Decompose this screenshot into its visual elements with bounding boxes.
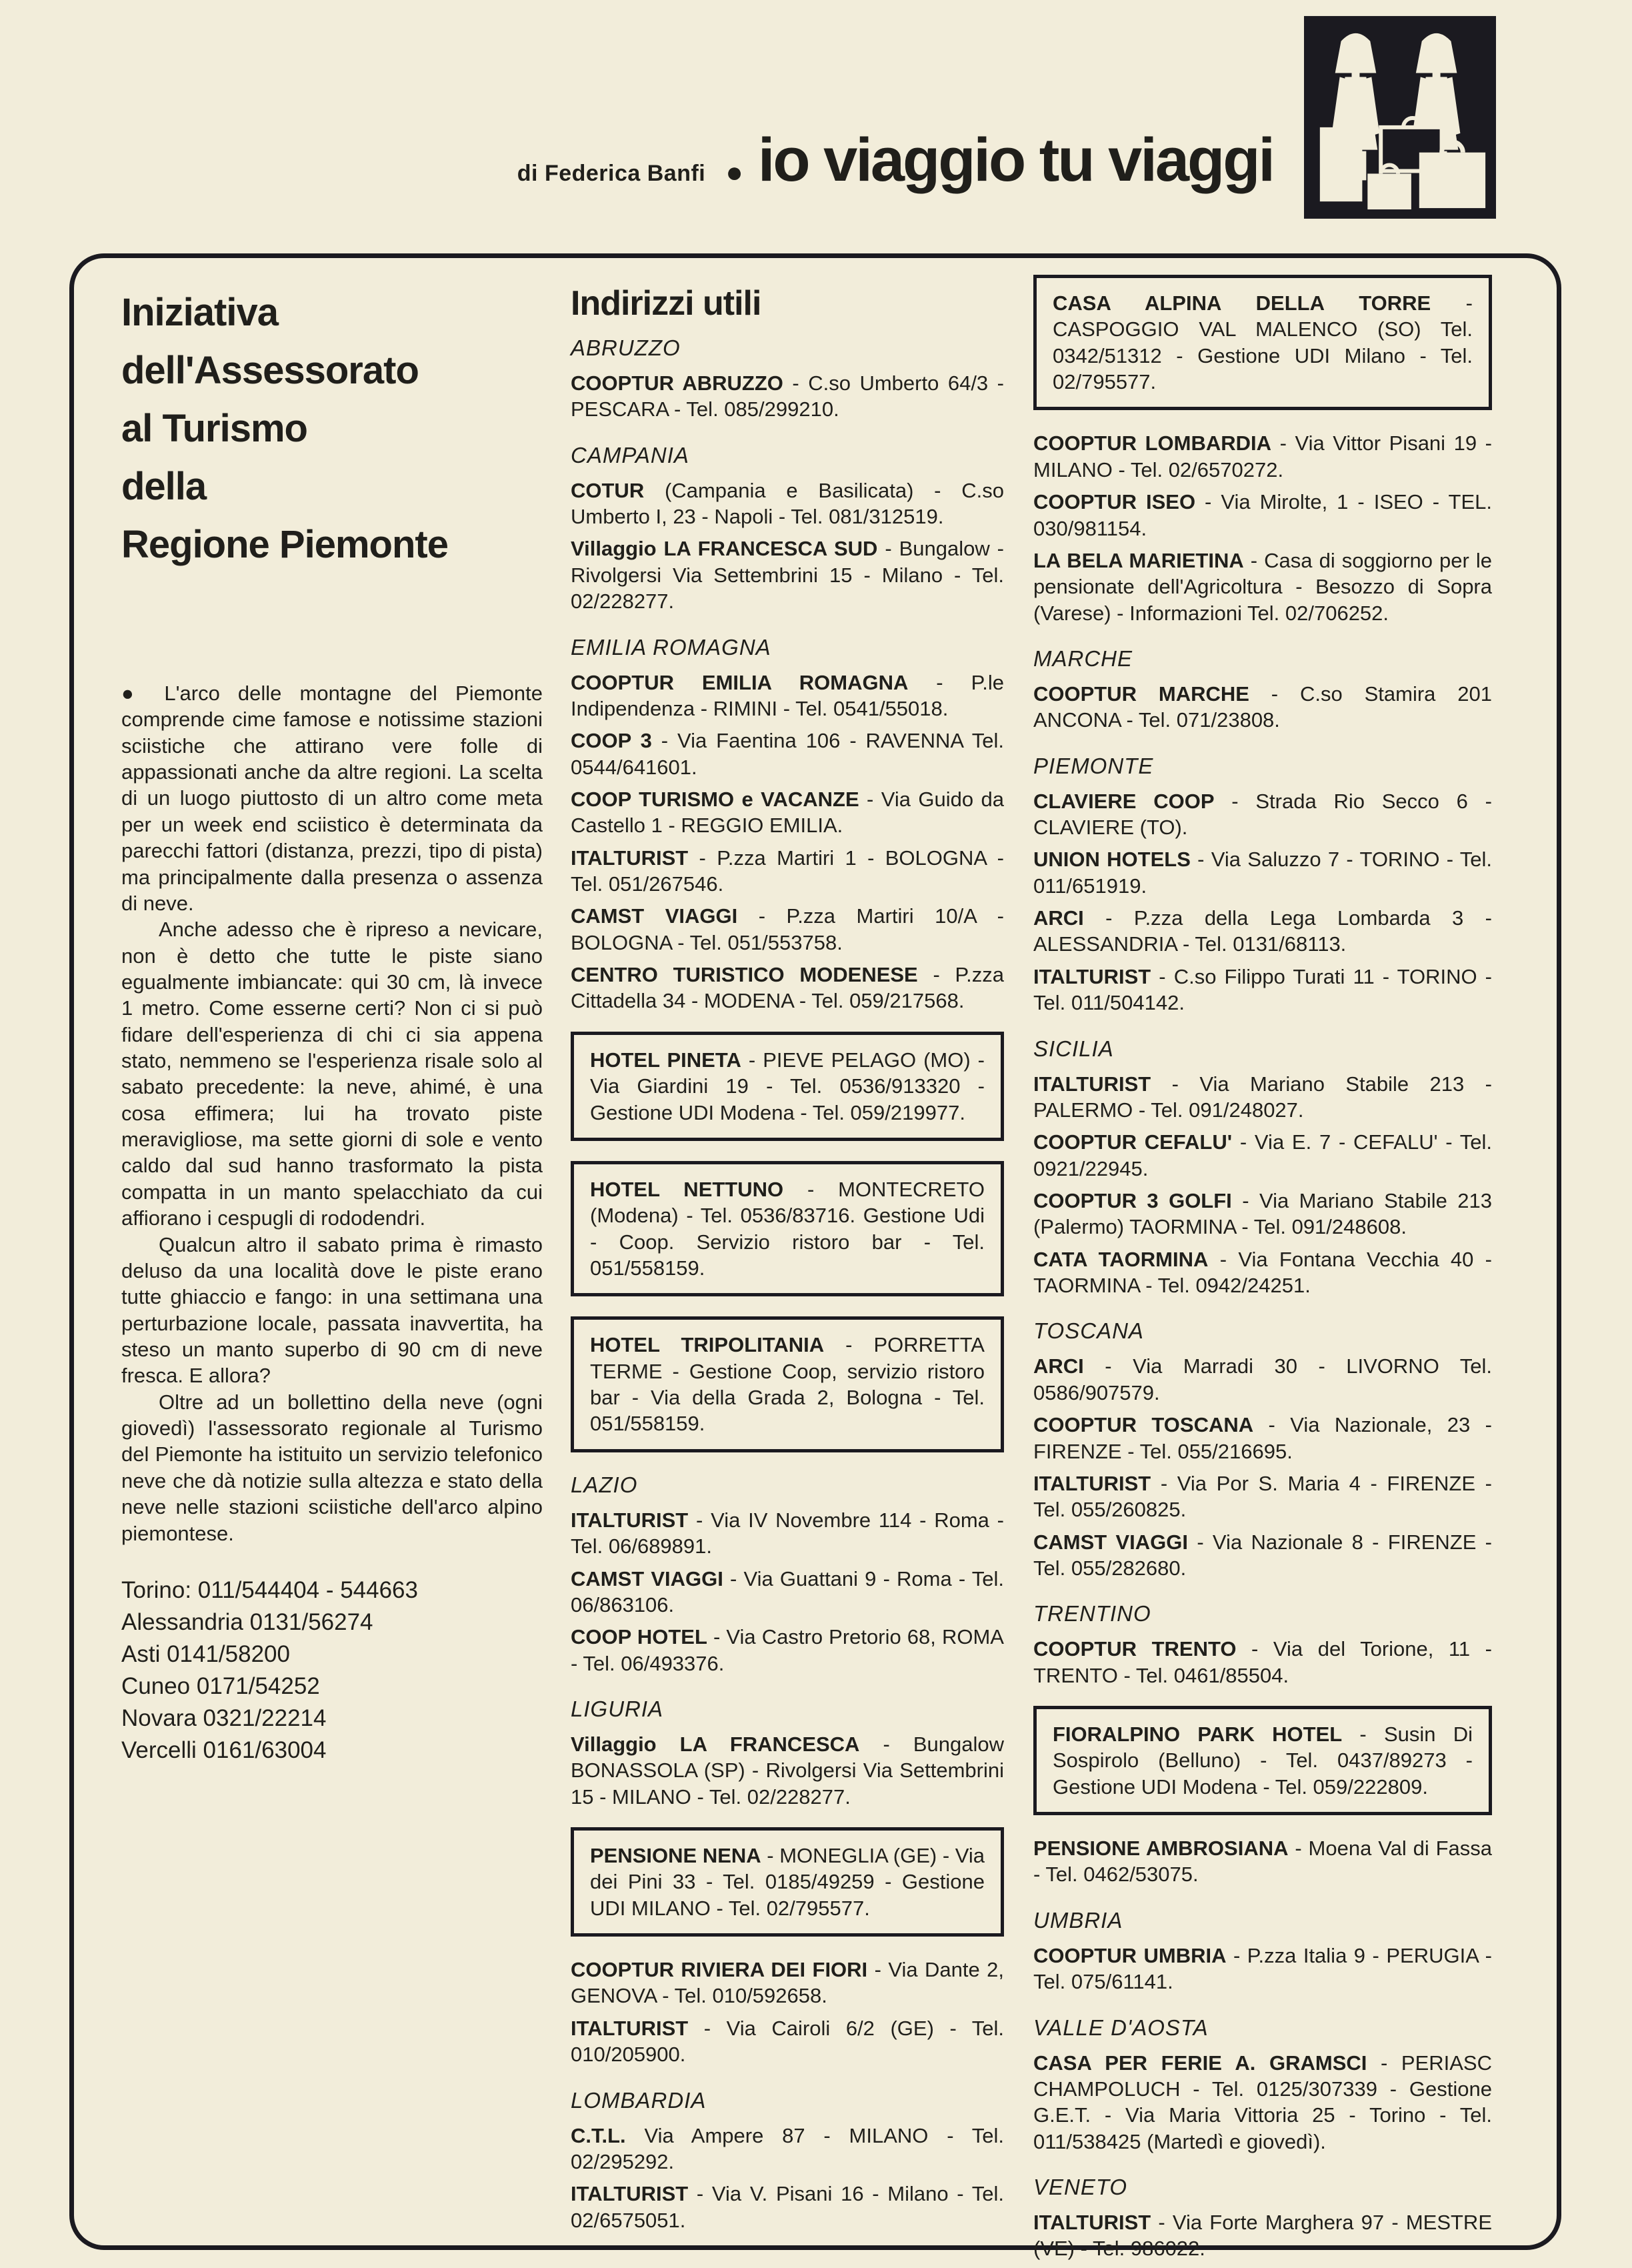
listing-details: - P.zza Italia 9 - PERUGIA - Tel. 075/61141. xyxy=(1033,1943,1492,1994)
listing xyxy=(571,2123,1004,2175)
phone-line: Torino: 011/544404 - 544663 xyxy=(121,1576,418,1603)
phone-line: Alessandria 0131/56274 xyxy=(121,1608,373,1635)
listing-name: COOP 3 xyxy=(571,729,652,753)
listing xyxy=(1033,430,1492,483)
listing-name: CASA ALPINA DELLA TORRE xyxy=(1053,291,1431,315)
region-label: VENETO xyxy=(1033,2174,1128,2199)
listing-name: CAMST VIAGGI xyxy=(571,904,738,928)
region-label: PIEMONTE xyxy=(1033,753,1154,778)
boxed-listing xyxy=(571,1032,1004,1141)
listing xyxy=(571,1507,1004,1560)
boxed-listing xyxy=(1033,275,1492,410)
listing-details: - Via Vittor Pisani 19 - MILANO - Tel. 02/6570272. xyxy=(1033,431,1492,481)
listing-details: - Via Nazionale 8 - FIRENZE - Tel. 055/282680. xyxy=(1033,1530,1492,1580)
listing-name: COOPTUR UMBRIA xyxy=(1033,1943,1227,1967)
listing-details: - Via E. 7 - CEFALU' - Tel. 0921/22945. xyxy=(1033,1130,1493,1180)
two-women-travelers-with-suitcases-icon xyxy=(1304,16,1496,219)
boxed-listing xyxy=(571,1161,1004,1296)
listing-details: (Campania e Basilicata) - C.so Umberto I, 23 - Napoli - Tel. 081/312519. xyxy=(571,478,1004,529)
region-label: LAZIO xyxy=(571,1472,638,1497)
region-label: TRENTINO xyxy=(1033,1601,1151,1626)
listing-details: - P.zza Martiri 1 - BOLOGNA - Tel. 051/267546. xyxy=(571,846,1004,896)
listing-details: - Via V. Pisani 16 - Milano - Tel. 02/6575051. xyxy=(571,2182,1004,2232)
listing xyxy=(1033,547,1492,626)
listing-name: PENSIONE AMBROSIANA xyxy=(1033,1837,1289,1861)
phone-line: Cuneo 0171/54252 xyxy=(121,1672,320,1699)
listing xyxy=(571,477,1004,530)
listing-details: - C.so Umberto 64/3 - PESCARA - Tel. 085/299210. xyxy=(571,371,1004,421)
listing-name: COOPTUR TOSCANA xyxy=(1033,1413,1254,1437)
region-label: MARCHE xyxy=(1033,646,1133,671)
listing-name: COOPTUR 3 GOLFI xyxy=(1033,1188,1232,1212)
listing-name: CAMST VIAGGI xyxy=(1033,1530,1189,1554)
listing-name: ITALTURIST xyxy=(1033,1072,1151,1096)
page-title: io viaggio tu viaggi xyxy=(757,126,1273,194)
article-column xyxy=(121,283,543,1766)
listing xyxy=(571,1731,1004,1810)
listing-name: COOPTUR ABRUZZO xyxy=(571,371,783,395)
listing-name: ARCI xyxy=(1033,1354,1084,1378)
listing-details: - Via Guido da Castello 1 - REGGIO EMILIA. xyxy=(571,787,1004,838)
listing-name: COOPTUR ISEO xyxy=(1033,490,1196,514)
listing-name: Villaggio LA FRANCESCA SUD xyxy=(571,537,878,561)
listing-details: - Via Mirolte, 1 - ISEO - TEL. 030/981154. xyxy=(1033,490,1492,540)
listing-details: - Via Faentina 106 - RAVENNA Tel. 0544/641601. xyxy=(571,729,1004,779)
listing xyxy=(1033,1246,1492,1299)
listing-name: HOTEL PINETA xyxy=(590,1048,741,1072)
listing-name: FIORALPINO PARK HOTEL xyxy=(1053,1723,1343,1747)
listing xyxy=(571,845,1004,898)
region-label: VALLE D'AOSTA xyxy=(1033,2015,1209,2040)
region-label: UMBRIA xyxy=(1033,1907,1123,1933)
listing-details: - Susin Di Sospirolo (Belluno) - Tel. 0437/89273 - Gestione UDI Modena - Tel. 059/222809. xyxy=(1053,1723,1473,1799)
listing xyxy=(1033,1129,1492,1182)
listing-details: - Via Mariano Stabile 213 - PALERMO - Tel. 091/248027. xyxy=(1033,1072,1492,1122)
article-paragraph: ● L'arco delle montagne del Piemonte comprende cime famose e notissime stazioni sciistiche che attirano vere folle di appassionati anche da altre regioni. La scelta di un luogo piuttosto di un altro come meta per un week end sciistico è determinata da parecchi fattori (distanza, prezzi, tipo di pista) ma principalmente dalla presenza o assenza di neve. xyxy=(121,682,543,915)
listing-name: COOPTUR CEFALU' xyxy=(1033,1130,1233,1154)
listing-details: - Via Marradi 30 - LIVORNO Tel. 0586/907579. xyxy=(1033,1354,1492,1404)
listing xyxy=(571,2015,1004,2068)
listing xyxy=(1033,1943,1492,1995)
listing xyxy=(1033,2050,1492,2155)
listing xyxy=(1033,1470,1492,1523)
listing-name: CATA TAORMINA xyxy=(1033,1247,1209,1271)
listing-name: COOP TURISMO e VACANZE xyxy=(571,787,859,811)
listing xyxy=(571,535,1004,614)
listing-name: HOTEL TRIPOLITANIA xyxy=(590,1333,825,1357)
listing xyxy=(1033,846,1492,899)
listing-name: COOP HOTEL xyxy=(571,1625,707,1649)
article-heading xyxy=(121,283,543,574)
listing-details: Via Ampere 87 - MILANO - Tel. 02/295292. xyxy=(571,2123,1004,2173)
directory-sections-1 xyxy=(571,335,1004,2233)
listing xyxy=(1033,1835,1492,1888)
region-label: EMILIA ROMAGNA xyxy=(571,634,771,660)
phone-line: Asti 0141/58200 xyxy=(121,1640,290,1667)
article-paragraph: Qualcun altro il sabato prima è rimasto deluso da una località dove le piste erano tutte ghiaccio e fango: in una settimana una perturbazione locale, passata inavvertita, ha steso un manto superbo di 90 cm di neve fresca. E allora? xyxy=(121,1232,543,1388)
listing-details: - Via Nazionale, 23 - FIRENZE - Tel. 055/216695. xyxy=(1033,1413,1492,1463)
listing-details: - Bungalow BONASSOLA (SP) - Rivolgersi Via Settembrini 15 - MILANO - Tel. 02/228277. xyxy=(571,1732,1004,1809)
listing xyxy=(1033,1188,1492,1240)
listing xyxy=(571,786,1004,839)
listing xyxy=(1033,2209,1492,2262)
listing-name: COOPTUR EMILIA ROMAGNA xyxy=(571,670,909,694)
region-label: LOMBARDIA xyxy=(571,2087,707,2113)
listing-details: - Via Cairoli 6/2 (GE) - Tel. 010/205900. xyxy=(571,2016,1004,2067)
listing-name: ARCI xyxy=(1033,906,1084,930)
region-label: LIGURIA xyxy=(571,1696,664,1721)
directory-column-1 xyxy=(571,283,1004,2239)
listing xyxy=(571,1566,1004,1618)
listing xyxy=(1033,1636,1492,1688)
listing-details: - MONTECRETO (Modena) - Tel. 0536/83716. Gestione Udi - Coop. Servizio ristoro bar - Tel. 051/558159. xyxy=(590,1177,985,1280)
listing xyxy=(571,2181,1004,2233)
listing-details: - PORRETTA TERME - Gestione Coop, servizio ristoro bar - Via della Grada 2, Bologna - Tel. 051/558159. xyxy=(590,1333,985,1436)
listing-name: PENSIONE NENA xyxy=(590,1844,761,1868)
listing-details: - P.zza Cittadella 34 - MODENA - Tel. 059/217568. xyxy=(571,963,1004,1013)
listing-details: - Casa di soggiorno per le pensionate dell'Agricoltura - Besozzo di Sopra (Varese) - Informazioni Tel. 02/706252. xyxy=(1033,548,1492,625)
listing xyxy=(1033,681,1492,734)
suitcase-icon xyxy=(1320,127,1363,201)
listing-details: - Via Castro Pretorio 68, ROMA - Tel. 06/493376. xyxy=(571,1625,1004,1675)
listing-details: - Via del Torione, 11 - TRENTO - Tel. 0461/85504. xyxy=(1033,1637,1493,1687)
listing-name: ITALTURIST xyxy=(571,1508,689,1532)
listing xyxy=(571,670,1004,722)
listing-details: - Via Fontana Vecchia 40 - TAORMINA - Tel. 0942/24251. xyxy=(1033,1247,1492,1298)
listing-name: ITALTURIST xyxy=(1033,2210,1151,2234)
boxed-listing xyxy=(571,1827,1004,1937)
directory-sections-2 xyxy=(1033,275,1492,2262)
directory-column-2 xyxy=(1033,275,1492,2268)
boxed-listing xyxy=(571,1316,1004,1452)
listing-name: LA BELA MARIETINA xyxy=(1033,548,1244,572)
listing-details: - C.so Stamira 201 ANCONA - Tel. 071/23808. xyxy=(1033,682,1492,732)
listing-details: - C.so Filippo Turati 11 - TORINO - Tel. 011/504142. xyxy=(1033,964,1492,1015)
listing-details: - Bungalow - Rivolgersi Via Settembrini 15 - Milano - Tel. 02/228277. xyxy=(571,537,1004,614)
listing-details: - Via Dante 2, GENOVA - Tel. 010/592658. xyxy=(571,1958,1004,2008)
listing xyxy=(1033,905,1492,958)
article-heading-line: dell'Assessorato xyxy=(121,349,419,392)
article-heading-line: Regione Piemonte xyxy=(121,523,448,566)
listing xyxy=(1033,489,1492,541)
listing xyxy=(571,728,1004,780)
bullet-separator-icon: ● xyxy=(725,156,743,189)
listing-details: - P.zza Martiri 10/A - BOLOGNA - Tel. 051/553758. xyxy=(571,904,1004,954)
listing xyxy=(571,903,1004,956)
listing xyxy=(1033,1412,1492,1464)
phone-line: Novara 0321/22214 xyxy=(121,1705,327,1731)
listing xyxy=(571,1957,1004,2009)
listing-details: - Via Forte Marghera 97 - MESTRE (VE) - Tel. 986022. xyxy=(1033,2210,1492,2261)
region-label: CAMPANIA xyxy=(571,442,689,467)
listing-details: - Moena Val di Fassa - Tel. 0462/53075. xyxy=(1033,1837,1492,1887)
article-body xyxy=(121,680,543,1546)
region-label: SICILIA xyxy=(1033,1036,1114,1061)
boxed-listing xyxy=(1033,1706,1492,1815)
phone-line: Vercelli 0161/63004 xyxy=(121,1737,327,1763)
listing-name: ITALTURIST xyxy=(571,2016,689,2040)
listing-details: - PIEVE PELAGO (MO) - Via Giardini 19 - Tel. 0536/913320 - Gestione UDI Modena - Tel. 059/219977. xyxy=(590,1048,985,1124)
listing-details: - PERIASC CHAMPOLUCH - Tel. 0125/307339 - Gestione G.E.T. - Via Maria Vittoria 25 - Torino - Tel. 011/538425 (Martedì e giovedì). xyxy=(1033,2051,1492,2153)
listing-name: UNION HOTELS xyxy=(1033,848,1191,872)
listing-details: - Via Por S. Maria 4 - FIRENZE - Tel. 055/260825. xyxy=(1033,1471,1492,1522)
travelers-logo xyxy=(1304,16,1496,219)
listing xyxy=(571,962,1004,1014)
listing-details: - Via Saluzzo 7 - TORINO - Tel. 011/651919. xyxy=(1033,848,1492,898)
region-label: TOSCANA xyxy=(1033,1318,1144,1344)
article-paragraph: Oltre ad un bollettino della neve (ogni giovedì) l'assessorato regionale al Turismo del Piemonte ha istituito un servizio telefonico neve che dà notizie sulla altezza e stato della neve nelle stazioni sciistiche dell'arco alpino piemontese. xyxy=(121,1390,543,1545)
article-heading-line: della xyxy=(121,465,207,508)
listing-name: Villaggio LA FRANCESCA xyxy=(571,1732,860,1756)
listing-details: - Via Mariano Stabile 213 (Palermo) TAORMINA - Tel. 091/248608. xyxy=(1033,1188,1493,1239)
listing-details: - MONEGLIA (GE) - Via dei Pini 33 - Tel. 0185/49259 - Gestione UDI MILANO - Tel. 02/795577. xyxy=(590,1844,985,1920)
listing-name: C.T.L. xyxy=(571,2123,626,2147)
listing xyxy=(571,370,1004,423)
listing xyxy=(1033,1071,1492,1124)
phone-list xyxy=(121,1574,543,1767)
article-paragraph: Anche adesso che è ripreso a nevicare, non è detto che tutte le piste siano egualmente imbiancate: qui 30 cm, là invece 1 metro. Come esserne certi? Non ci si può fidare dell'esperienza di chi ci sia appena stato, nemmeno se l'esperienza risale solo al sabato precedente: la neve, ahimé, è una cosa effimera; lui ha trovato piste meravigliose, ma sette giorni di sole e vento caldo dal sud hanno trasformato la pista compatta in un manto spelacchiato da cui affiorano i cespugli di rododendri. xyxy=(121,918,543,1230)
listing xyxy=(1033,964,1492,1016)
listing-name: HOTEL NETTUNO xyxy=(590,1177,784,1201)
listing-name: CASA PER FERIE A. GRAMSCI xyxy=(1033,2051,1367,2075)
listing-name: COOPTUR RIVIERA DEI FIORI xyxy=(571,1958,868,1982)
listing-details: - Via Guattani 9 - Roma - Tel. 06/863106. xyxy=(571,1566,1005,1616)
listing-details: - CASPOGGIO VAL MALENCO (SO) Tel. 0342/51312 - Gestione UDI Milano - Tel. 02/795577. xyxy=(1053,291,1473,394)
listing xyxy=(571,1624,1004,1676)
listing-details: - P.le Indipendenza - RIMINI - Tel. 0541/55018. xyxy=(571,670,1004,720)
article-heading-line: Iniziativa xyxy=(121,291,278,334)
listing-name: ITALTURIST xyxy=(571,846,689,870)
listing-name: COTUR xyxy=(571,478,645,502)
listing-details: - Strada Rio Secco 6 - CLAVIERE (TO). xyxy=(1033,789,1492,840)
listing xyxy=(1033,1353,1492,1406)
listing-name: CAMST VIAGGI xyxy=(571,1566,723,1590)
listing-details: - Via IV Novembre 114 - Roma - Tel. 06/689891. xyxy=(571,1508,1004,1558)
article-heading-line: al Turismo xyxy=(121,407,307,450)
listing-name: ITALTURIST xyxy=(571,2182,689,2206)
listing-details: - P.zza della Lega Lombarda 3 - ALESSANDRIA - Tel. 0131/68113. xyxy=(1033,906,1492,956)
listing-name: ITALTURIST xyxy=(1033,1471,1151,1495)
listing-name: ITALTURIST xyxy=(1033,964,1151,988)
region-label: ABRUZZO xyxy=(571,335,681,360)
masthead xyxy=(517,125,1273,195)
directory-heading: Indirizzi utili xyxy=(571,284,761,323)
listing-name: COOPTUR TRENTO xyxy=(1033,1637,1237,1661)
listing-name: CENTRO TURISTICO MODENESE xyxy=(571,963,918,987)
listing-name: COOPTUR MARCHE xyxy=(1033,682,1249,706)
listing-name: COOPTUR LOMBARDIA xyxy=(1033,431,1271,455)
byline: di Federica Banfi xyxy=(517,161,706,186)
listing-name: CLAVIERE COOP xyxy=(1033,789,1215,813)
listing xyxy=(1033,788,1492,841)
listing xyxy=(1033,1529,1492,1582)
